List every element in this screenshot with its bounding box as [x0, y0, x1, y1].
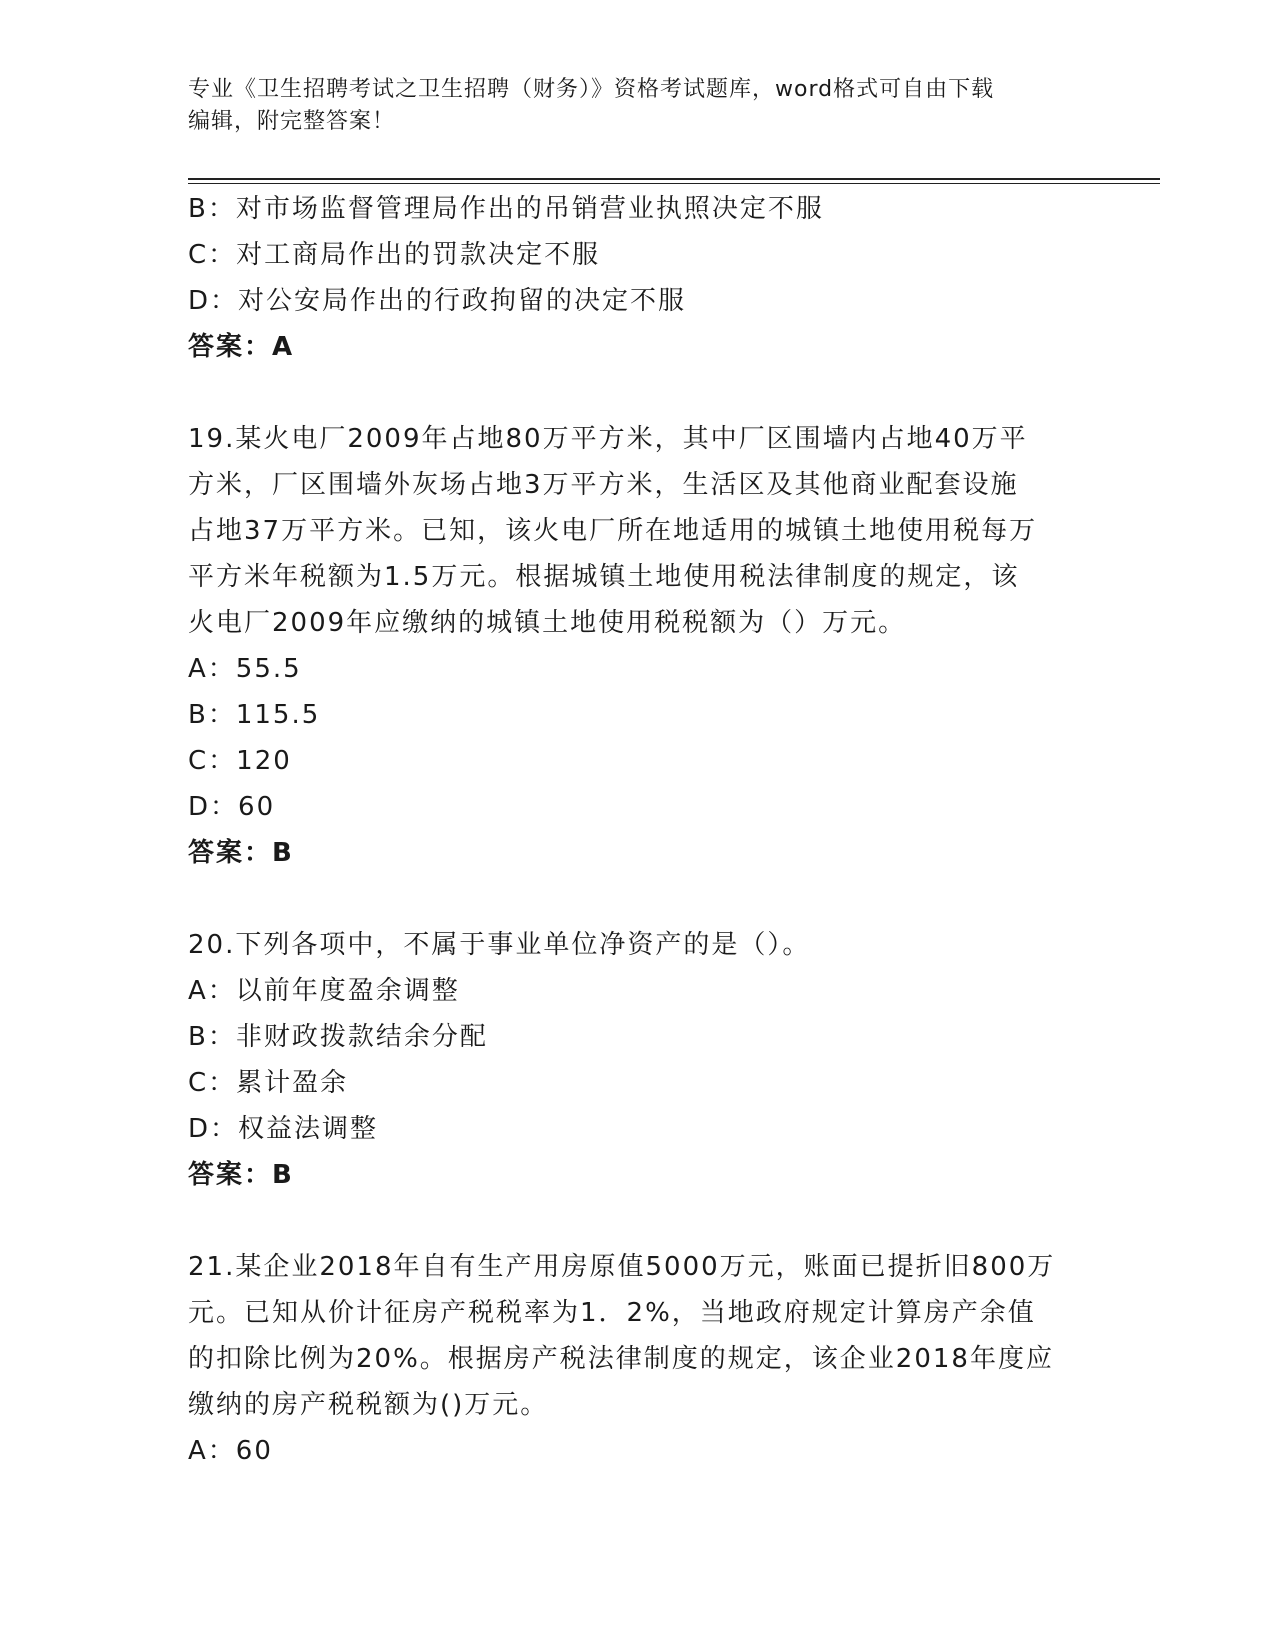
option-b: B：对市场监督管理局作出的吊销营业执照决定不服 — [188, 194, 824, 224]
question-stem: 元。已知从价计征房产税税率为1．2%，当地政府规定计算房产余值 — [188, 1298, 1036, 1328]
header-line-1: 专业《卫生招聘考试之卫生招聘（财务）》资格考试题库，word格式可自由下载 — [188, 77, 995, 102]
question-19 — [188, 416, 1088, 876]
option-a: A：60 — [188, 1436, 273, 1466]
question-stem: 方米，厂区围墙外灰场占地3万平方米，生活区及其他商业配套设施 — [188, 470, 1019, 500]
question-21 — [188, 1244, 1088, 1474]
question-stem: 平方米年税额为1.5万元。根据城镇土地使用税法律制度的规定，该 — [188, 562, 1020, 592]
header-divider — [188, 178, 1160, 184]
spacer — [188, 370, 1088, 416]
question-stem: 19.某火电厂2009年占地80万平方米，其中厂区围墙内占地40万平 — [188, 424, 1028, 454]
answer: 答案：B — [188, 1160, 294, 1190]
option-a: A：55.5 — [188, 654, 302, 684]
option-c: C：对工商局作出的罚款决定不服 — [188, 240, 601, 270]
question-stem: 21.某企业2018年自有生产用房原值5000万元，账面已提折旧800万 — [188, 1252, 1056, 1282]
option-c: C：累计盈余 — [188, 1068, 349, 1098]
spacer — [188, 876, 1088, 922]
question-18 — [188, 186, 1088, 370]
question-stem: 火电厂2009年应缴纳的城镇土地使用税税额为（）万元。 — [188, 608, 907, 638]
question-stem: 20.下列各项中，不属于事业单位净资产的是（）。 — [188, 930, 811, 960]
question-stem: 占地37万平方米。已知，该火电厂所在地适用的城镇土地使用税每万 — [188, 516, 1038, 546]
option-b: B：非财政拨款结余分配 — [188, 1022, 488, 1052]
option-a: A：以前年度盈余调整 — [188, 976, 460, 1006]
question-20 — [188, 922, 1088, 1198]
header-line-2: 编辑，附完整答案！ — [188, 109, 396, 134]
option-d: D：对公安局作出的行政拘留的决定不服 — [188, 286, 687, 316]
answer: 答案：B — [188, 838, 294, 868]
question-stem: 的扣除比例为20%。根据房产税法律制度的规定，该企业2018年度应 — [188, 1344, 1054, 1374]
page-header — [188, 74, 1088, 138]
spacer — [188, 1198, 1088, 1244]
option-d: D：权益法调整 — [188, 1114, 379, 1144]
option-d: D：60 — [188, 792, 276, 822]
question-content — [188, 186, 1088, 1474]
option-b: B：115.5 — [188, 700, 321, 730]
option-c: C：120 — [188, 746, 292, 776]
question-stem: 缴纳的房产税税额为()万元。 — [188, 1390, 549, 1420]
answer: 答案：A — [188, 332, 295, 362]
